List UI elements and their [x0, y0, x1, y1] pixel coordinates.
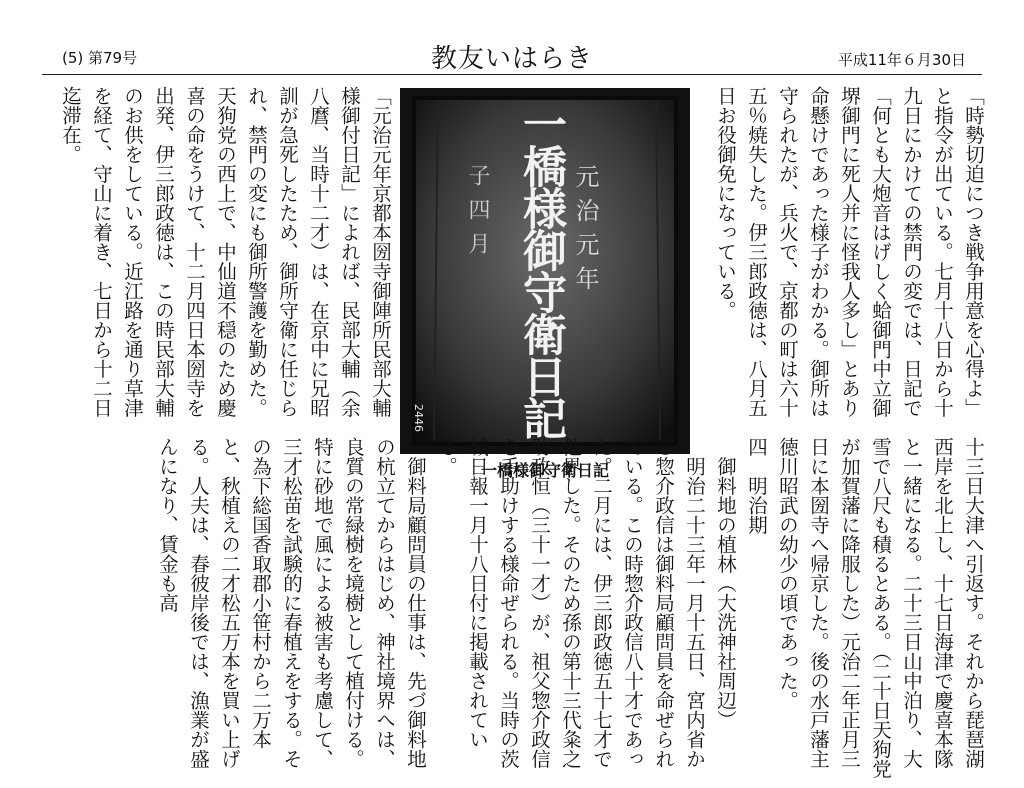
diary-cover-photo [400, 88, 690, 454]
cover-title: 一橋様御守衛日記 [515, 102, 566, 438]
text-column-lower-right: 十三日大津へ引返す。それから琵琶湖西岸を北上し、十七日海津で慶喜本隊と一緒になる。二十三日山中泊り、大雪で八尺も積るとある。（二十日天狗党が加賀藩に降服した）元治二年正月三日に本圀寺へ帰京した。後の水戸藩主徳川昭武の幼少の頃であった。 四 明治期 御料地の植林（大洗神社周辺） 明治二十三年一月十五日、宮内省から惣介政信は御料局顧問員を命ぜられている。この時惣介政信八十才であった。二月には、伊三郎政徳五十七才で他界した。そのため孫の第十三代粂之助政恒（三十一才）が、祖父惣介政信を手助けする様命ぜられる。当時の茨城日報一月十八日付に掲載されている。 御料局顧問員の仕事は、先づ御料地の杭立てからはじめ、神社境界へは、良質の常緑樹を境樹として植付ける。特に砂地で風による被害も考慮して、三才松苗を試験的に春植えをする。その為下総国香取郡小笹村から二万本と、秋植えの二才松五万本を買い上げる。人夫は、春彼岸後では、漁業が盛んになり、賃金も高 [156, 437, 985, 779]
header-rule [42, 74, 982, 75]
cover-side-text-2: 子四月 [465, 164, 490, 266]
text-column-upper-left: 「元治元年京都本圀寺御陣所民部大輔様御付日記」によれば、民部大輔（余八麿、当時十二才）は、在京中に兄昭訓が急死したため、御所守衛に任じられ、禁門の変にも御所警護を勤めた。天狗党の西上で、中仙道不穏のため慶喜の命をうけて、十二月四日本圀寺を出発、伊三郎政徳は、この時民部大輔のお供をしている。近江路を通り草津を経て、守山に着き、七日から十二日迄滞在。 [59, 86, 392, 418]
text-column-lower-left [42, 437, 688, 782]
issue-date: 平成11年６月30日 [837, 51, 966, 69]
cover-side-text: 元治元年 [571, 164, 599, 300]
newsletter-title: 教友いはらき [430, 44, 593, 74]
photo-caption: 一橋様御守衛日記 [480, 461, 609, 480]
issue-number: (5) 第79号 [62, 49, 138, 67]
page-header [0, 0, 1024, 78]
text-column-upper-right: 「時勢切迫につき戦争用意を心得よ」と指令が出ている。七月十八日から十九日にかけての禁門の変では、日記で「何とも大炮音はげしく蛤御門中立御堺御門に死人并に怪我人多し」とあり命懸けであった様子がわかる。御所は守られたが、兵火で、京都の町は六十五％焼失した。伊三郎政徳は、八月五日お役御免になっている。 [714, 86, 985, 418]
library-stamp: 2446 [412, 404, 425, 432]
